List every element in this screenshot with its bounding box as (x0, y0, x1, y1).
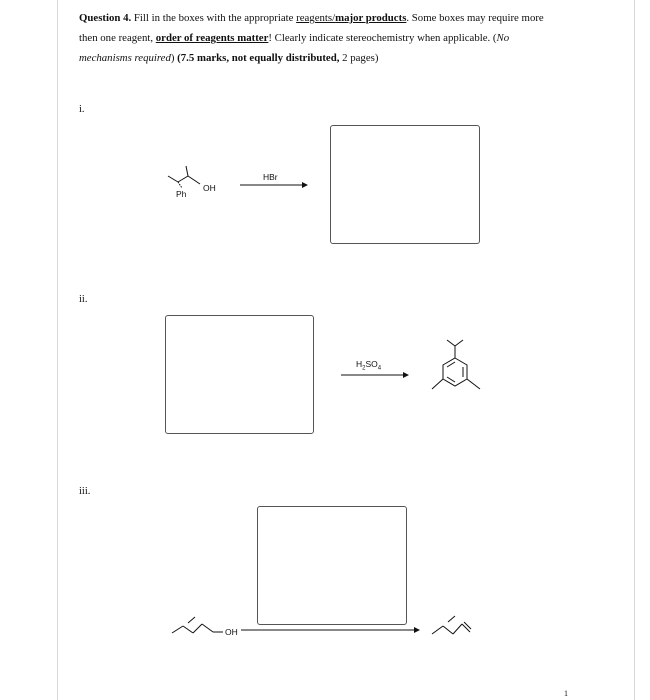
order-of-reagents: order of reagents matter (155, 32, 269, 44)
mechanisms-required: mechanisms required (79, 52, 171, 64)
marks-text: (7.5 marks, not equally distributed, (177, 52, 340, 64)
part-i-reagent: HBr (263, 172, 278, 182)
part-iii-reactant-structure (172, 617, 223, 633)
question-line1-end: . Some boxes may require more (406, 12, 544, 24)
part-i-oh-label: OH (203, 183, 216, 193)
part-i-numeral: i. (79, 104, 85, 115)
reagents-underlined: reagents/ (296, 12, 336, 24)
question-line3-mid: ) (170, 52, 178, 64)
no-mechanisms: No (496, 32, 510, 44)
part-i-reactant-structure (168, 166, 200, 188)
question-line2-end: ! Clearly indicate stereochemistry when applicable. ( (268, 32, 497, 44)
page-number: 1 (564, 689, 568, 698)
part-ii-product-structure (432, 340, 480, 389)
pages-text: 2 pages) (339, 52, 379, 64)
major-products-underlined: major products (335, 12, 407, 24)
question-label: Question 4. (79, 12, 132, 24)
part-ii-reagent: $H_2SO_4$ (356, 359, 382, 372)
part-iii-oh-label: OH (225, 627, 238, 637)
part-ii-numeral: ii. (79, 294, 88, 305)
part-i-ph-label: Ph (176, 189, 187, 199)
part-iii-numeral: iii. (79, 486, 91, 497)
question-line2: then one reagent, (79, 32, 156, 44)
part-iii-product-structure (432, 616, 471, 634)
question-line1: Fill in the boxes with the appropriate (131, 12, 297, 24)
